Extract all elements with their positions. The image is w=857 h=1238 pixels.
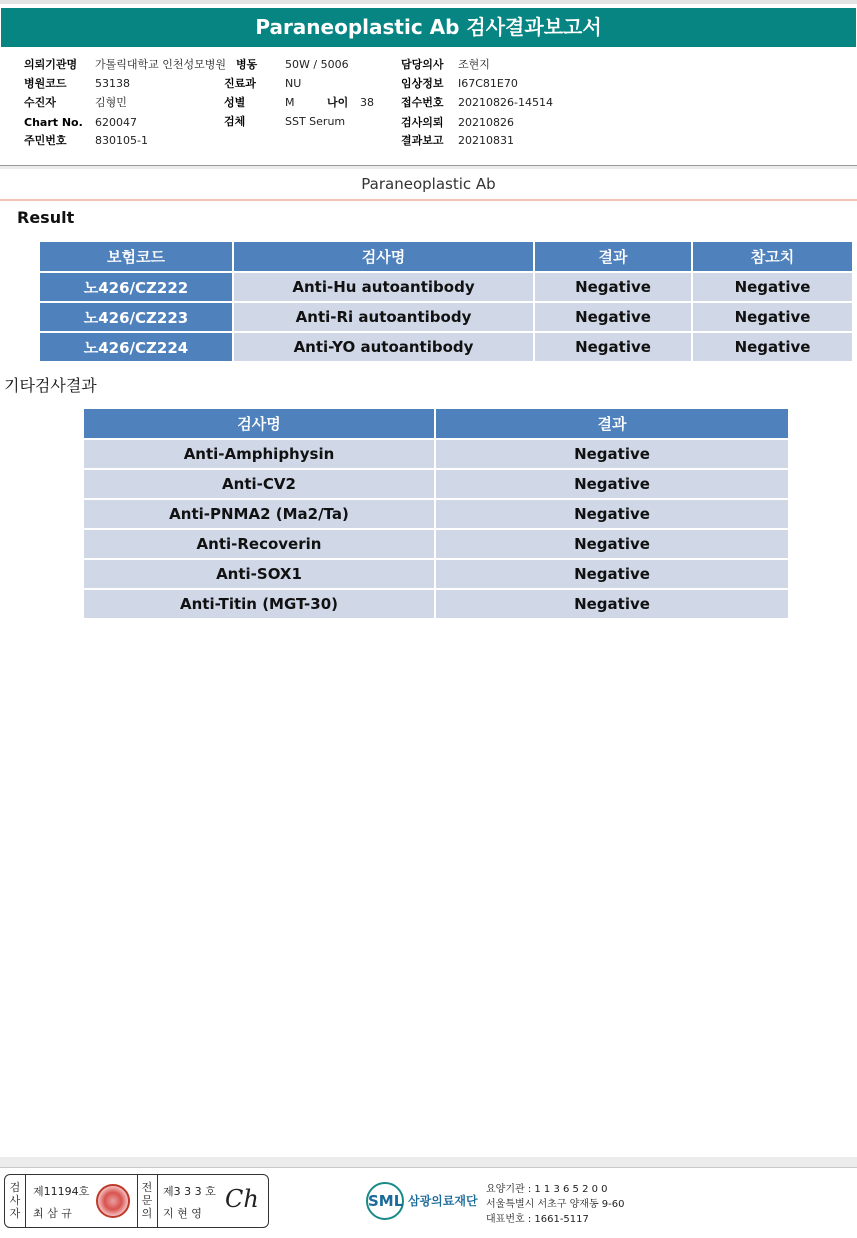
test-result: Negative [435, 529, 789, 559]
test-name: Anti-Ri autoantibody [233, 302, 534, 332]
info-value: 830105-1 [95, 134, 148, 147]
patient-info [0, 55, 857, 155]
test-result: Negative [534, 332, 692, 362]
signature-icon: Ch [225, 1185, 259, 1213]
examiner-label [7, 1181, 23, 1220]
col-header-result: 결과 [435, 408, 789, 439]
signature-box [4, 1174, 269, 1228]
table-row [39, 272, 853, 302]
specialist-name: 지 현 영 [163, 1207, 202, 1220]
seal-stamp-icon [96, 1184, 130, 1218]
test-result: Negative [534, 272, 692, 302]
info-label: 병동 [236, 58, 258, 71]
sml-logo-icon: SML [366, 1182, 404, 1220]
box-divider [157, 1175, 158, 1227]
specialist-label-text: 전문의 [141, 1181, 153, 1220]
footer-band [0, 1157, 857, 1167]
info-value: 가톨릭대학교 인천성모병원 [95, 58, 227, 71]
table-row [83, 559, 789, 589]
examiner-label-text: 검사자 [9, 1181, 21, 1220]
other-results-table [82, 407, 790, 620]
reference-value: Negative [692, 272, 853, 302]
table-row [83, 469, 789, 499]
info-value: I67C81E70 [458, 77, 518, 90]
test-result: Negative [435, 469, 789, 499]
footer-divider [0, 1167, 857, 1168]
info-label: 검체 [224, 115, 246, 128]
test-name: Anti-YO autoantibody [233, 332, 534, 362]
test-result: Negative [435, 499, 789, 529]
examiner-name: 최 삼 규 [33, 1207, 72, 1220]
info-label: 주민번호 [24, 134, 67, 147]
test-name: Anti-SOX1 [83, 559, 435, 589]
table-row [39, 332, 853, 362]
other-results-heading: 기타검사결과 [4, 376, 97, 395]
info-label: 수진자 [24, 96, 56, 109]
info-value: 20210831 [458, 134, 514, 147]
info-value: 53138 [95, 77, 130, 90]
test-name: Anti-Amphiphysin [83, 439, 435, 469]
info-label: 의뢰기관명 [24, 58, 78, 71]
info-value: SST Serum [285, 115, 346, 128]
info-label: 임상정보 [401, 77, 444, 90]
table-row [83, 439, 789, 469]
test-result: Negative [435, 439, 789, 469]
col-header-test: 검사명 [83, 408, 435, 439]
info-value: 620047 [95, 116, 137, 129]
test-name: Anti-CV2 [83, 469, 435, 499]
test-name: Anti-Titin (MGT-30) [83, 589, 435, 619]
result-heading: Result [17, 208, 75, 227]
insurance-code: 노426/CZ224 [39, 332, 233, 362]
test-result: Negative [435, 559, 789, 589]
result-table [38, 240, 854, 363]
table-row [83, 529, 789, 559]
info-label: 진료과 [224, 77, 256, 90]
test-name: Anti-Recoverin [83, 529, 435, 559]
info-label: 접수번호 [401, 96, 444, 109]
col-header-reference: 참고치 [692, 241, 853, 272]
divider [0, 199, 857, 201]
table-row [83, 589, 789, 619]
info-value: NU [285, 77, 302, 90]
info-label: 성별 [224, 96, 246, 109]
info-value: 20210826 [458, 116, 514, 129]
info-value: 김형민 [95, 96, 127, 109]
reference-value: Negative [692, 332, 853, 362]
top-border [0, 0, 857, 4]
info-value: 조현지 [458, 58, 490, 71]
col-header-result: 결과 [534, 241, 692, 272]
table-row [83, 499, 789, 529]
report-title: Paraneoplastic Ab 검사결과보고서 [1, 8, 856, 47]
info-label: Chart No. [24, 116, 83, 129]
test-name: Anti-PNMA2 (Ma2/Ta) [83, 499, 435, 529]
table-header-row [39, 241, 853, 272]
address-line: 요양기관 : 1 1 3 6 5 2 0 0 [486, 1184, 608, 1195]
test-result: Negative [534, 302, 692, 332]
info-value: M [285, 96, 295, 109]
address-line: 대표번호 : 1661-5117 [486, 1214, 589, 1225]
age-value: 38 [360, 96, 374, 109]
test-name: Anti-Hu autoantibody [233, 272, 534, 302]
specialist-label [139, 1181, 155, 1220]
insurance-code: 노426/CZ222 [39, 272, 233, 302]
specialist-license: 제3 3 3 호 [163, 1185, 216, 1198]
box-divider [25, 1175, 26, 1227]
info-label: 결과보고 [401, 134, 444, 147]
reference-value: Negative [692, 302, 853, 332]
box-divider [137, 1175, 138, 1227]
address-line: 서울특별시 서초구 양재동 9-60 [486, 1199, 625, 1210]
info-label: 검사의뢰 [401, 116, 444, 129]
col-header-test: 검사명 [233, 241, 534, 272]
examiner-license: 제11194호 [33, 1185, 90, 1198]
table-header-row [83, 408, 789, 439]
insurance-code: 노426/CZ223 [39, 302, 233, 332]
test-result: Negative [435, 589, 789, 619]
info-label: 담당의사 [401, 58, 444, 71]
logo-name: 삼광의료재단 [408, 1194, 478, 1208]
age-label: 나이 [327, 96, 349, 109]
info-value: 20210826-14514 [458, 96, 553, 109]
col-header-code: 보험코드 [39, 241, 233, 272]
info-label: 병원코드 [24, 77, 67, 90]
table-row [39, 302, 853, 332]
institution-address [486, 1182, 625, 1227]
info-value: 50W / 5006 [285, 58, 349, 71]
divider-shade [0, 166, 857, 169]
section-title: Paraneoplastic Ab [361, 175, 496, 193]
